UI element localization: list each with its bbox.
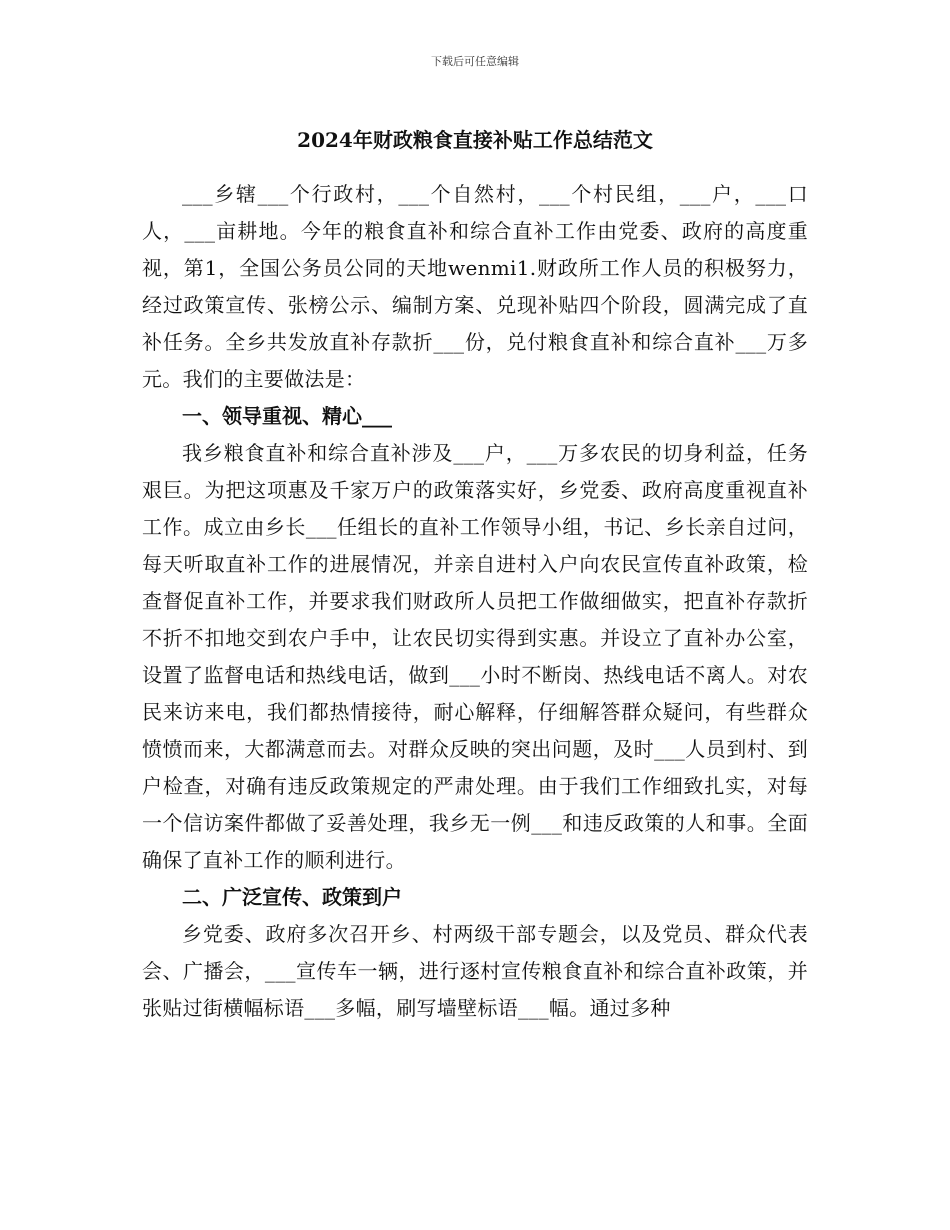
- header-note: 下载后可任意编辑: [431, 55, 519, 68]
- document-body: [142, 176, 808, 1027]
- section-heading-2: 二、广泛宣传、政策到户: [182, 885, 402, 909]
- section-2-paragraph: 乡党委、政府多次召开乡、村两级干部专题会，以及党员、群众代表会、广播会，___宣传车一辆，进行逐村宣传粮食直补和综合直补政策，并张贴过街横幅标语___多幅，刷写墙壁标语___幅。通过多种: [142, 922, 808, 1020]
- section-heading-1: 一、领导重视、精心___: [182, 404, 392, 428]
- intro-paragraph: ___乡辖___个行政村，___个自然村，___个村民组，___户，___口人，___亩耕地。今年的粮食直补和综合直补工作由党委、政府的高度重视，第1，全国公务员公同的天地wenmi1.财政所工作人员的积极努力，经过政策宣传、张榜公示、编制方案、兑现补贴四个阶段，圆满完成了直补任务。全乡共发放直补存款折___份，兑付粮食直补和综合直补___万多元。我们的主要做法是：: [142, 182, 808, 391]
- section-1-paragraph: 我乡粮食直补和综合直补涉及___户，___万多农民的切身利益，任务艰巨。为把这项惠及千家万户的政策落实好，乡党委、政府高度重视直补工作。成立由乡长___任组长的直补工作领导小组，书记、乡长亲自过问，每天听取直补工作的进展情况，并亲自进村入户向农民宣传直补政策，检查督促直补工作，并要求我们财政所人员把工作做细做实，把直补存款折不折不扣地交到农户手中，让农民切实得到实惠。并设立了直补办公室，设置了监督电话和热线电话，做到___小时不断岗、热线电话不离人。对农民来访来电，我们都热情接待，耐心解释，仔细解答群众疑问，有些群众愤愤而来，大都满意而去。对群众反映的突出问题，及时___人员到村、到户检查，对确有违反政策规定的严肃处理。由于我们工作细致扎实，对每一个信访案件都做了妥善处理，我乡无一例___和违反政策的人和事。全面确保了直补工作的顺利进行。: [142, 441, 808, 872]
- document-title: 2024年财政粮食直接补贴工作总结范文: [297, 128, 653, 152]
